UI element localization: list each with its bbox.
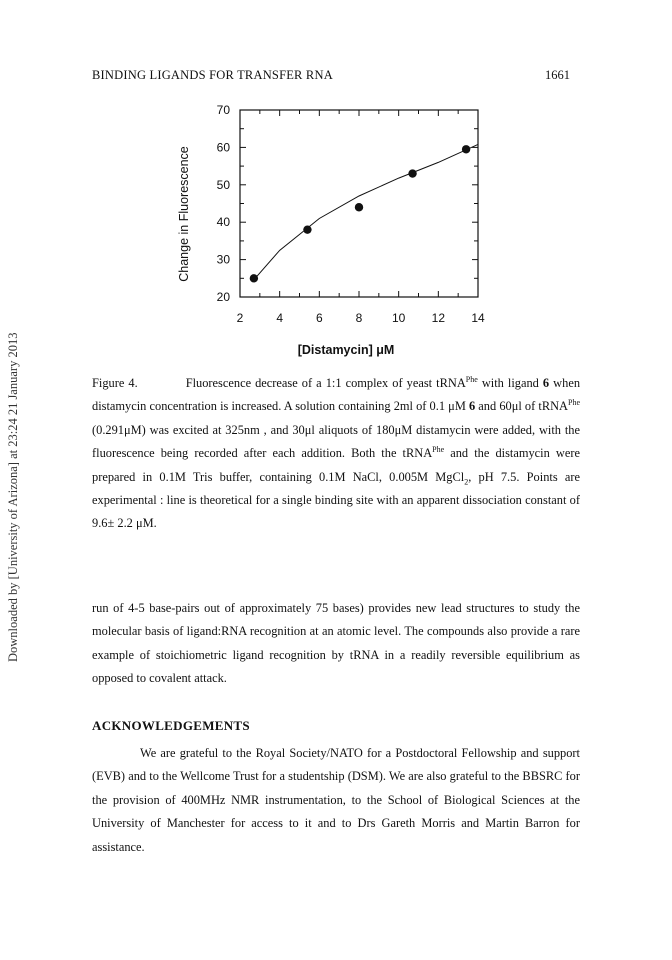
x-axis-label: [Distamycin] μM bbox=[297, 343, 395, 357]
running-header bbox=[92, 68, 570, 86]
download-watermark bbox=[0, 0, 30, 960]
y-axis-label: Change in Fluorescence bbox=[177, 146, 191, 282]
data-point bbox=[462, 145, 470, 153]
y-tick-label: 40 bbox=[216, 215, 230, 230]
x-tick-label: 4 bbox=[276, 311, 284, 325]
download-notice: Downloaded by [University of Arizona] at 23:24 21 January 2013 bbox=[6, 332, 20, 662]
data-point bbox=[355, 203, 363, 211]
y-tick-label: 30 bbox=[216, 252, 230, 267]
figure-label: Figure 4. bbox=[92, 376, 138, 390]
acknowledgements-paragraph: We are grateful to the Royal Society/NATO for a Postdoctoral Fellowship and support (EVB) and to the Wellcome Trust for a studentship (DSM). We are also grateful to the BBSRC for the provision of 400MHz NMR instrumentation, to the School of Biological Sciences at the University of Manchester for access to it and to Drs Gareth Morris and Martin Barron for assistance. bbox=[92, 746, 580, 854]
y-tick-label: 20 bbox=[216, 290, 230, 304]
data-point bbox=[303, 225, 311, 233]
y-tick-label: 50 bbox=[216, 177, 230, 192]
x-tick-label: 10 bbox=[391, 311, 406, 325]
fit-curve-line bbox=[252, 144, 478, 282]
fluorescence-chart bbox=[168, 98, 508, 363]
page-number: 1661 bbox=[545, 68, 570, 82]
data-point bbox=[408, 169, 416, 177]
x-tick-label: 2 bbox=[236, 311, 244, 325]
x-tick-label: 12 bbox=[431, 311, 446, 325]
x-tick-label: 14 bbox=[471, 311, 485, 325]
running-title: BINDING LIGANDS FOR TRANSFER RNA bbox=[92, 68, 333, 82]
data-point bbox=[250, 274, 258, 282]
figure-caption: Figure 4. Fluorescence decrease of a 1:1 complex of yeast tRNA$^{Phe}$ with ligand 6 when distamycin concentration is increased. A solution containing 2ml of 0.1 μM 6 and 60μl of tRNA$^{Phe}$ (0.291μM) was excited at 325nm , and 30μl aliquots of 180μM distamycin were added, with the fluorescence being recorded after each addition. Both the tRNA$^{Phe}$ and the distamycin were prepared in 0.1M Tris buffer, containing 0.1M NaCl, 0.005M MgCl$_2$, pH 7.5. Points are experimental : line is theoretical for a single binding site with an apparent dissociation constant of 9.6± 2.2 μM. bbox=[92, 374, 581, 531]
section-heading: ACKNOWLEDGEMENTS bbox=[92, 718, 250, 733]
x-tick-label: 8 bbox=[355, 311, 363, 325]
body-paragraph: run of 4-5 base-pairs out of approximately 75 bases) provides new lead structures to study the molecular basis of ligand:RNA recognition at an atomic level. The compounds also provide a rare example of stoichiometric ligand recognition by tRNA in a readily reversible equilibrium as opposed to covalent attack. bbox=[92, 601, 580, 686]
y-tick-label: 60 bbox=[216, 140, 230, 155]
y-tick-label: 70 bbox=[216, 103, 230, 117]
x-tick-label: 6 bbox=[315, 311, 323, 325]
